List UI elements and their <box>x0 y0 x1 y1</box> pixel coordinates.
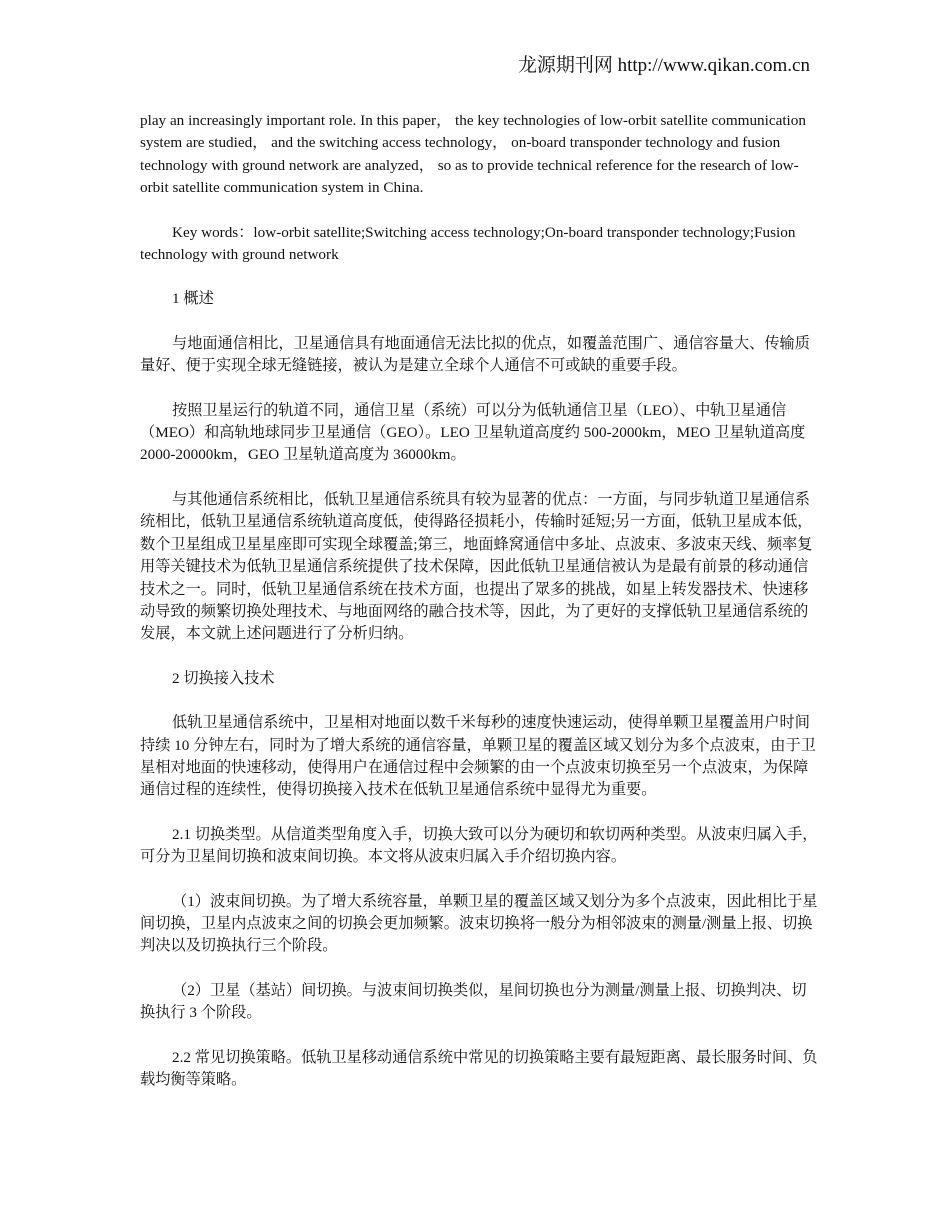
paragraph: 按照卫星运行的轨道不同，通信卫星（系统）可以分为低轨通信卫星（LEO）、中轨卫星通信（MEO）和高轨地球同步卫星通信（GEO）。LEO 卫星轨道高度约 500-2000km，MEO 卫星轨道高度 2000-20000km，GEO 卫星轨道高度为 36000km。 <box>140 401 806 464</box>
section-heading-2: 2 切换接入技术 <box>172 669 275 687</box>
article-body <box>140 110 820 1113</box>
subsection-2-2: 2.2 常见切换策略。低轨卫星移动通信系统中常见的切换策略主要有最短距离、最长服务时间、负载均衡等策略。 <box>140 1048 818 1088</box>
page-header <box>518 54 810 78</box>
site-name: 龙源期刊网 http://www.qikan.com.cn <box>517 55 810 76</box>
subsection-2-1: 2.1 切换类型。从信道类型角度入手，切换大致可以分为硬切和软切两种类型。从波束归属入手，可分为卫星间切换和波束间切换。本文将从波束归属入手介绍切换内容。 <box>140 825 818 866</box>
paragraph: 低轨卫星通信系统中，卫星相对地面以数千米每秒的速度快速运动，使得单颗卫星覆盖用户时间持续 10 分钟左右，同时为了增大系统的通信容量，单颗卫星的覆盖区域又划分为多个点波束，由于卫星相对地面的快速移动，使得用户在通信过程中会频繁的由一个点波束切换至另一个点波束，为保障通信过程的连续性，使得切换接入技术在低轨卫星通信系统中显得尤为重要。 <box>140 714 816 799</box>
paragraph: 与其他通信系统相比，低轨卫星通信系统具有较为显著的优点：一方面，与同步轨道卫星通信系统相比，低轨卫星通信系统轨道高度低，使得路径损耗小，传输时延短;另一方面，低轨卫星成本低，数个卫星组成卫星星座即可实现全球覆盖;第三，地面蜂窝通信中多址、点波束、多波束天线、频率复用等关键技术为低轨卫星通信系统提供了技术保障，因此低轨卫星通信被认为是最有前景的移动通信技术之一。同时，低轨卫星通信系统在技术方面，也提出了眾多的挑战，如星上转发器技术、快速移动导致的频繁切换处理技术、与地面网络的融合技术等，因此，为了更好的支撑低轨卫星通信系统的发展，本文就上述问题进行了分析归纳。 <box>140 490 813 643</box>
paragraph: （2）卫星（基站）间切换。与波束间切换类似，星间切换也分为测量/测量上报、切换判决、切换执行 3 个阶段。 <box>140 981 807 1022</box>
section-heading-1: 1 概述 <box>172 290 214 308</box>
paragraph: （1）波束间切换。为了增大系统容量，单颗卫星的覆盖区域又划分为多个点波束，因此相比于星间切换，卫星内点波束之间的切换会更加频繁。波束切换将一般分为相邻波束的测量/测量上报、切换判决以及切换执行三个阶段。 <box>140 892 818 955</box>
abstract-text: play an increasingly important role. In this paper， the key technologies of low-orbit satellite communication system are studied， and the switching access technology， on-board transponder technology and fusion technology with ground network are analyzed， so as to provide technical reference for the research of low-orbit satellite communication system in China. <box>140 112 806 197</box>
keywords: Key words：low-orbit satellite;Switching access technology;On-board transponder technology;Fusion technology with ground network <box>140 223 796 264</box>
paragraph: 与地面通信相比，卫星通信具有地面通信无法比拟的优点，如覆盖范围广、通信容量大、传输质量好、便于实现全球无缝链接，被认为是建立全球个人通信不可或缺的重要手段。 <box>140 334 810 375</box>
